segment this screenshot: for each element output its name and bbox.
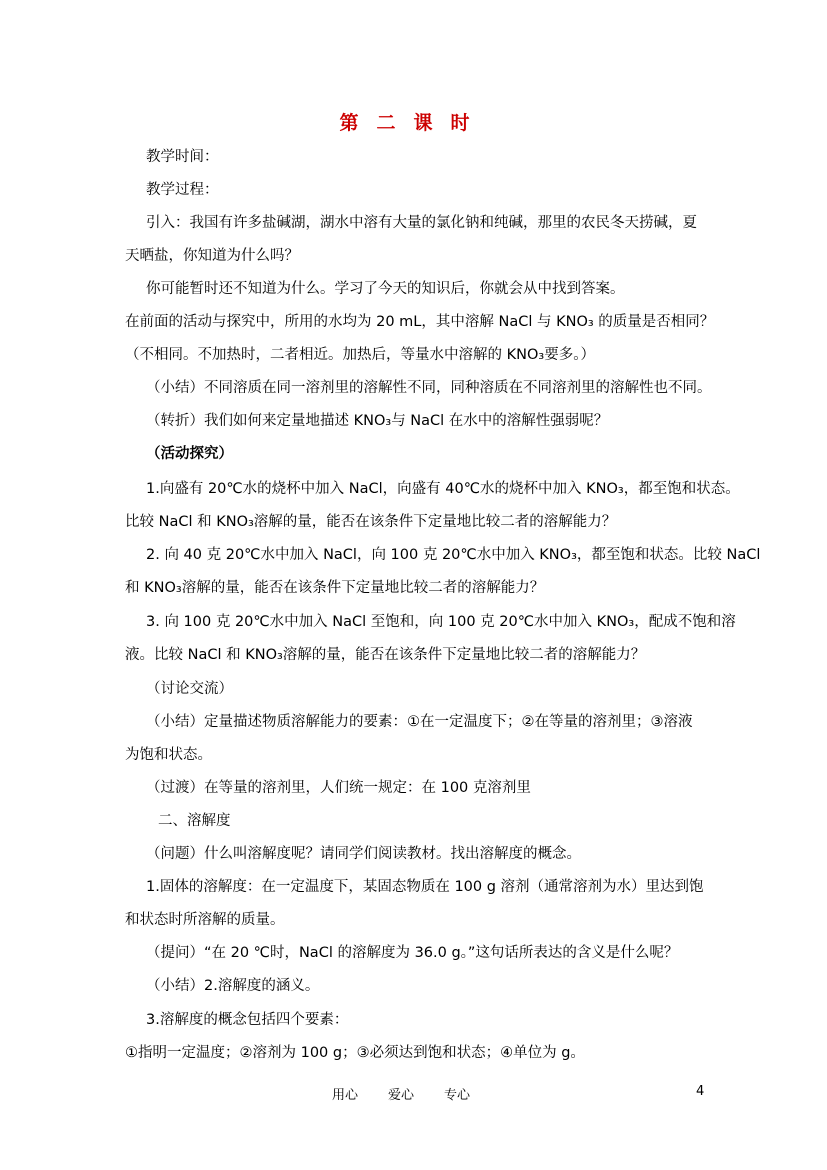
text-line: 教学过程：	[146, 182, 219, 198]
page-number: 4	[696, 1084, 705, 1099]
footer-motto-1: 用心	[332, 1088, 359, 1103]
text-line: 教学时间：	[146, 149, 219, 165]
text-line: （过渡）在等量的溶剂里，人们统一规定：在 100 克溶剂里	[146, 780, 531, 796]
page-title: 第二课时	[339, 112, 488, 134]
text-line: 液。比较 NaCl 和 KNO₃溶解的量，能否在该条件下定量地比较二者的溶解能力？	[125, 647, 646, 663]
text-line: （小结）不同溶质在同一溶剂里的溶解性不同，同种溶质在不同溶剂里的溶解性也不同。	[146, 380, 712, 396]
text-line: 在前面的活动与探究中，所用的水均为 20 mL，其中溶解 NaCl 与 KNO₃ 的质量是否相同？	[125, 314, 715, 330]
text-line: 和 KNO₃溶解的量，能否在该条件下定量地比较二者的溶解能力？	[125, 580, 545, 596]
text-line: （讨论交流）	[146, 681, 233, 697]
text-line: 为饱和状态。	[125, 747, 212, 763]
text-line: （问题）什么叫溶解度呢？请同学们阅读教材。找出溶解度的概念。	[146, 846, 581, 862]
text-line: 2. 向 40 克 20℃水中加入 NaCl，向 100 克 20℃水中加入 KNO₃，都至饱和状态。比较 NaCl	[146, 547, 761, 563]
text-line: （不相同。不加热时，二者相近。加热后，等量水中溶解的 KNO₃要多。）	[125, 347, 595, 363]
text-line: （小结）2.溶解度的涵义。	[146, 978, 320, 994]
text-line: （转折）我们如何来定量地描述 KNO₃与 NaCl 在水中的溶解性强弱呢？	[146, 413, 609, 429]
text-line: 和状态时所溶解的质量。	[125, 912, 285, 928]
section-heading: 二、溶解度	[158, 813, 231, 829]
text-line: 3.溶解度的概念包括四个要素：	[146, 1012, 349, 1028]
text-line: ①指明一定温度；②溶剂为 100 g；③必须达到饱和状态；④单位为 g。	[125, 1045, 585, 1061]
text-line: 引入：我国有许多盐碱湖，湖水中溶有大量的氯化钠和纯碱，那里的农民冬天捞碱，夏	[146, 215, 697, 231]
text-line: 比较 NaCl 和 KNO₃溶解的量，能否在该条件下定量地比较二者的溶解能力？	[125, 514, 617, 530]
text-line: 天晒盐，你知道为什么吗？	[125, 248, 299, 264]
text-line: （小结）定量描述物质溶解能力的要素：①在一定温度下；②在等量的溶剂里；③溶液	[146, 714, 693, 730]
text-line: 你可能暂时还不知道为什么。学习了今天的知识后，你就会从中找到答案。	[146, 281, 625, 297]
text-line: 1.向盛有 20℃水的烧杯中加入 NaCl，向盛有 40℃水的烧杯中加入 KNO₃，都至饱和状态。	[146, 481, 740, 497]
text-line: 3. 向 100 克 20℃水中加入 NaCl 至饱和，向 100 克 20℃水中加入 KNO₃，配成不饱和溶	[146, 614, 736, 630]
footer-motto-2: 爱心	[388, 1088, 415, 1103]
text-line: 1.固体的溶解度：在一定温度下，某固态物质在 100 g 溶剂（通常溶剂为水）里达到饱	[146, 879, 704, 895]
section-heading: （活动探究）	[146, 446, 233, 462]
footer-motto-3: 专心	[444, 1088, 471, 1103]
text-line: （提问）“在 20 ℃时，NaCl 的溶解度为 36.0 g。”这句话所表达的含义是什么呢？	[146, 945, 679, 961]
